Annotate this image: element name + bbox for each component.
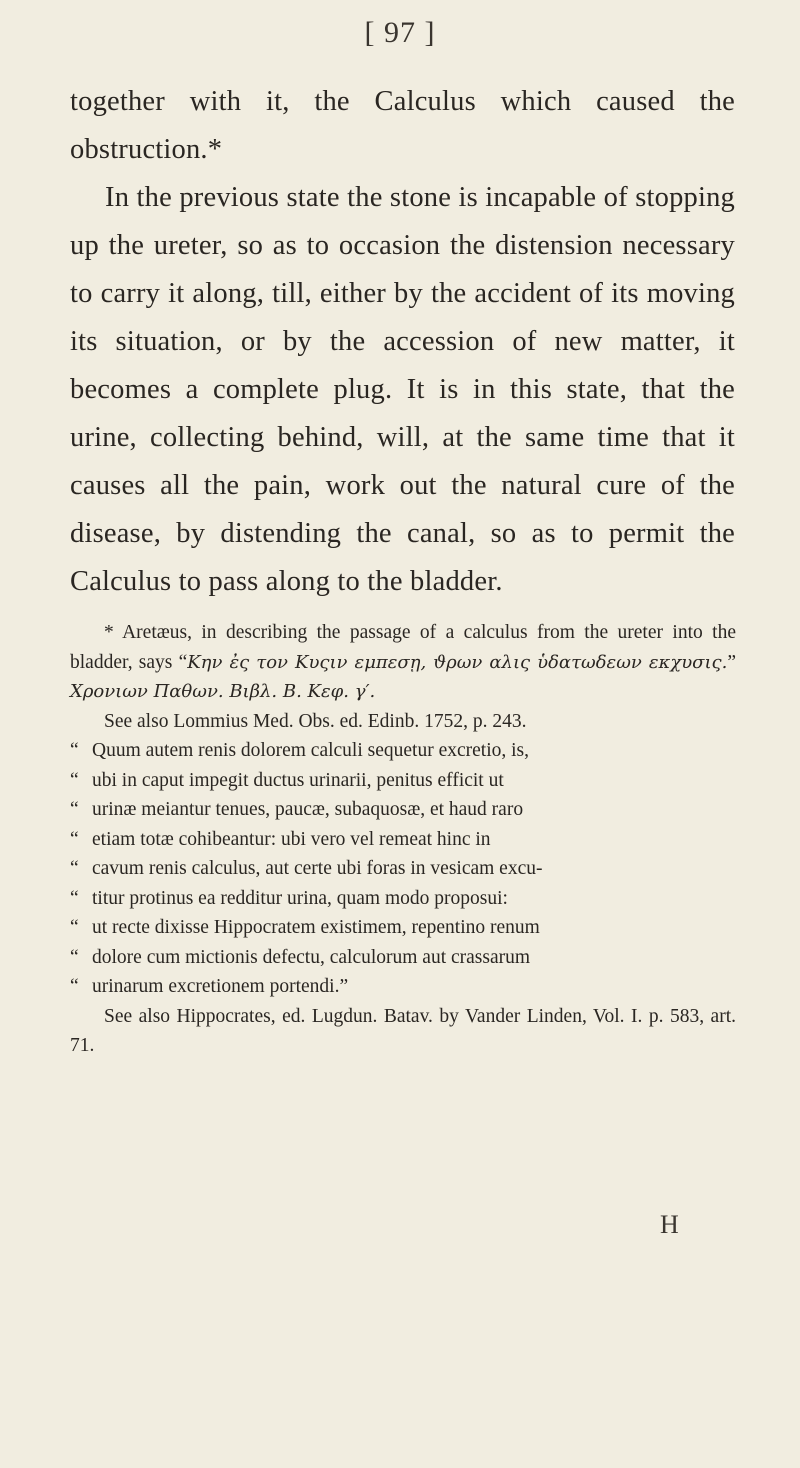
footnote-see-also-hippocrates: See also Hippocrates, ed. Lugdun. Batav. by Vander Linden, Vol. I. p. 583, art. 71. — [70, 1005, 736, 1056]
footnote-block — [70, 618, 736, 1061]
greek-citation: Χρονιων Παθων. Βιβλ. Β. Κεφ. γ′. — [70, 681, 376, 702]
latin-line: “ titur protinus ea redditur urina, quam modo proposui: — [70, 887, 508, 909]
page-number: [ 97 ] — [364, 16, 436, 49]
latin-line: “ ut recte dixisse Hippocratem existimem, repentino renum — [70, 917, 540, 938]
latin-line: “ urinarum excretionem portendi.” — [70, 976, 349, 997]
paragraph-continuation: together with it, the Calculus which caused the obstruction.* — [70, 86, 735, 165]
latin-line: “ dolore cum mictionis defectu, calculorum aut crassarum — [70, 946, 531, 968]
paragraph-main: In the previous state the stone is incapable of stopping up the ureter, so as to occasion the distension necessary to carry it along, till, either by the accident of its moving its situation, or by the accession of new matter, it becomes a complete plug. It is in this state, that the urine, collecting behind, will, at the same time that it causes all the pain, work out the natural cure of the disease, by distending the canal, so as to permit the Calculus to pass along to the bladder. — [70, 182, 735, 597]
latin-line: “ etiam totæ cohibeantur: ubi vero vel remeat hinc in — [70, 828, 491, 850]
latin-line: “ ubi in caput impegit ductus urinarii, penitus efficit ut — [70, 769, 504, 791]
latin-quotation — [70, 736, 736, 1002]
main-text — [70, 78, 735, 606]
footnote-aretaeus: * Aretæus, in describing the passage of a calculus from the ureter into the bladder, says “Κην ἐς τον Κυςιν εμπεσῃ, ϑρων αλις ὑδατωδεων εκχυσις.” Χρονιων Παθων. Βιβλ. Β. Κεφ. γ′. — [70, 622, 736, 702]
footnote-see-also-lommius: See also Lommius Med. Obs. ed. Edinb. 1752, p. 243. — [104, 710, 527, 732]
catchword: H — [660, 1210, 679, 1239]
greek-quote: Κην ἐς τον Κυςιν εμπεσῃ, ϑρων αλις ὑδατωδεων εκχυσις. — [187, 651, 728, 673]
footnote-intro: * Aretæus, in describing the passage of a calculus from the ureter into the bladder, says “ — [70, 622, 736, 673]
latin-line: “ cavum renis calculus, aut certe ubi foras in vesicam excu- — [70, 858, 543, 879]
latin-line: “ urinæ meiantur tenues, paucæ, subaquosæ, et haud raro — [70, 799, 524, 820]
latin-line: “ Quum autem renis dolorem calculi sequetur excretio, is, — [70, 740, 529, 761]
